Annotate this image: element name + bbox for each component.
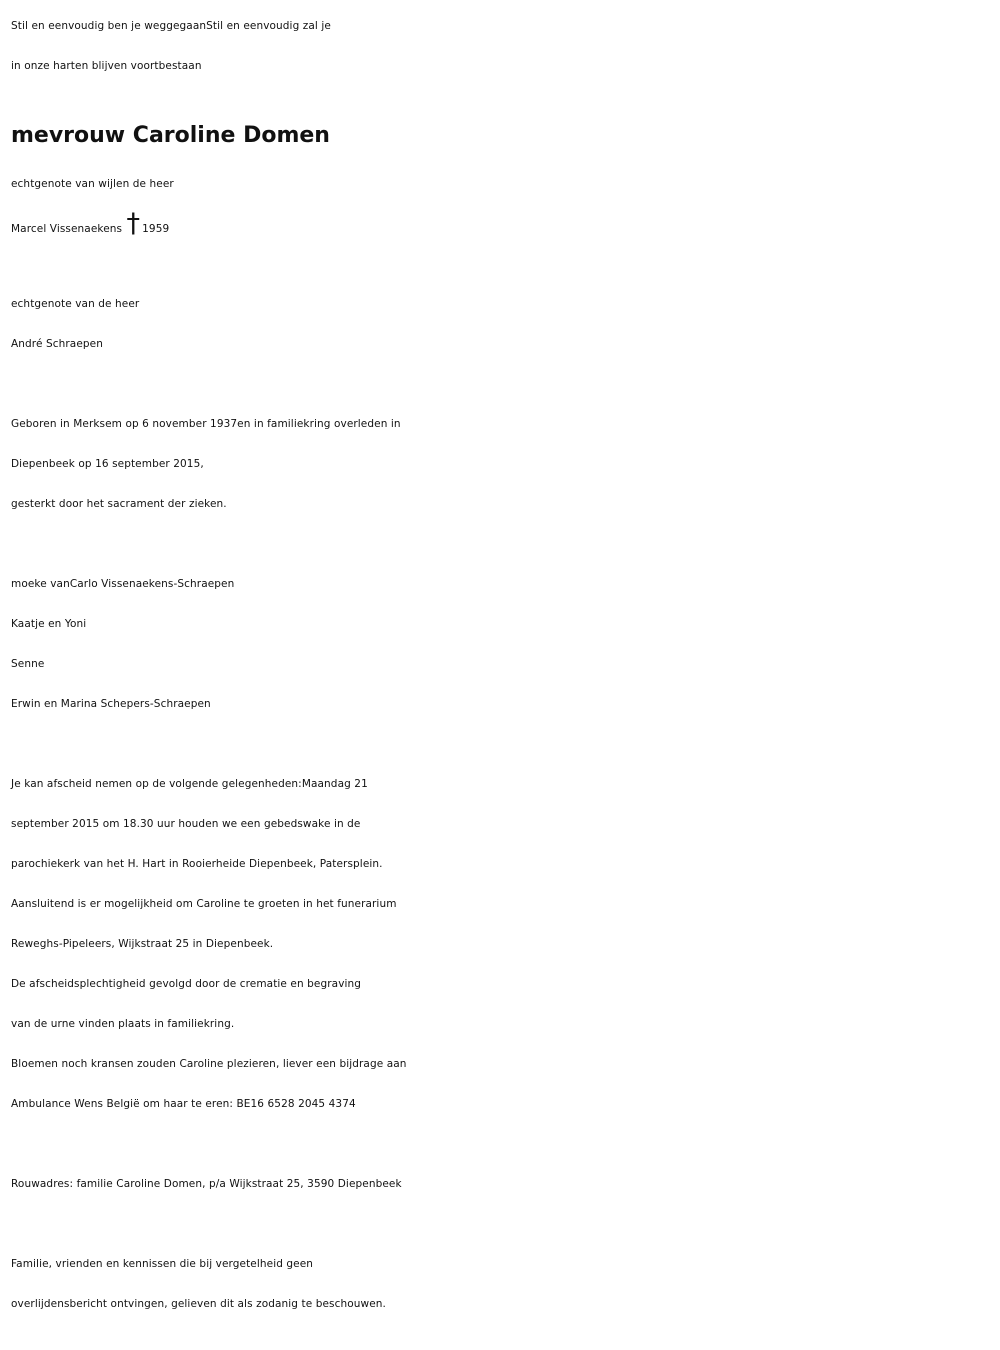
text-line: Aansluitend is er mogelijkheid om Caroline te groeten in het funerarium — [11, 898, 397, 910]
poem-line: Stil en eenvoudig ben je weggegaanStil en eenvoudig zal je — [11, 20, 331, 32]
text-line: Geboren in Merksem op 6 november 1937en in familiekring overleden in — [11, 418, 401, 430]
text-line: september 2015 om 18.30 uur houden we een gebedswake in de — [11, 818, 361, 830]
spouse-relation: echtgenote van wijlen de heer — [11, 178, 174, 190]
text-line: gesterkt door het sacrament der zieken. — [11, 498, 227, 510]
text-line: Familie, vrienden en kennissen die bij vergetelheid geen — [11, 1258, 314, 1270]
poem — [11, 6, 993, 86]
farewell-info — [11, 764, 993, 1124]
spouse-current — [11, 284, 993, 364]
family-line: Erwin en Marina Schepers-Schraepen — [11, 698, 211, 710]
spouse-late — [11, 164, 993, 244]
text-line: Diepenbeek op 16 september 2015, — [11, 458, 204, 470]
family-line: moeke vanCarlo Vissenaekens-Schraepen — [11, 578, 235, 590]
family-list — [11, 564, 993, 724]
text-line: overlijdensbericht ontvingen, gelieven dit als zodanig te beschouwen. — [11, 1298, 386, 1310]
text-line: De afscheidsplechtigheid gevolgd door de crematie en begraving — [11, 978, 362, 990]
family-line: Kaatje en Yoni — [11, 618, 87, 630]
closing-note — [11, 1244, 993, 1324]
text-line: Ambulance Wens België om haar te eren: BE16 6528 2045 4374 — [11, 1098, 356, 1110]
birth-death-info — [11, 404, 993, 524]
text-line: parochiekerk van het H. Hart in Rooierheide Diepenbeek, Patersplein. — [11, 858, 383, 870]
poem-line: in onze harten blijven voortbestaan — [11, 60, 202, 72]
mourning-address: Rouwadres: familie Caroline Domen, p/a Wijkstraat 25, 3590 Diepenbeek — [11, 1178, 402, 1190]
spouse-name: André Schraepen — [11, 338, 103, 350]
text-line: Bloemen noch kransen zouden Caroline plezieren, liever een bijdrage aan — [11, 1058, 407, 1070]
text-line: Je kan afscheid nemen op de volgende gelegenheden:Maandag 21 — [11, 778, 368, 790]
spouse-name-line — [11, 204, 993, 244]
text-line: van de urne vinden plaats in familiekring. — [11, 1018, 235, 1030]
text-line: Reweghs-Pipeleers, Wijkstraat 25 in Diepenbeek. — [11, 938, 274, 950]
death-notice — [11, 6, 993, 1324]
death-year: 1959 — [142, 223, 170, 235]
deceased-name: mevrouw Caroline Domen — [11, 123, 330, 148]
family-line: Senne — [11, 658, 45, 670]
spouse-relation: echtgenote van de heer — [11, 298, 140, 310]
cross-icon: † — [126, 208, 141, 239]
spouse-name: Marcel Vissenaekens — [11, 223, 123, 235]
